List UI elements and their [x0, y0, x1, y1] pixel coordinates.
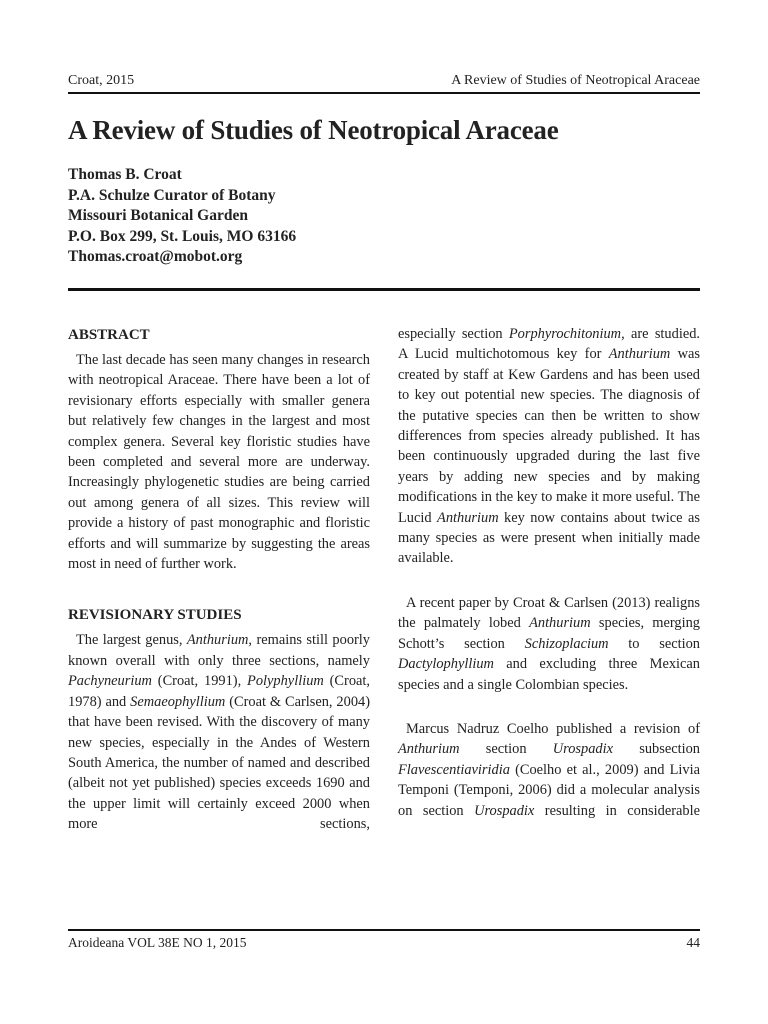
- coelho-paragraph: Marcus Nadruz Coelho published a revision of Anthurium section Urospadix subsection Flavescentiaviridia (Coelho et al., 2009) and Livia Temponi (Temponi, 2006) did a molecular analysis on section Urospadix resulting in considerable: [398, 720, 700, 819]
- left-column: [68, 324, 370, 835]
- running-header-author: Croat, 2015: [68, 73, 135, 88]
- abstract-text: The last decade has seen many changes in research with neotropical Araceae. There have been a lot of revisionary efforts especially with smaller genera but relatively few changes in the largest and most complex genera. Several key floristic studies have been completed and several more are underway. Increasingly phylogenetic studies are being carried out among genera of all sizes. This review will provide a history of past monographic and floristic efforts and will summarize by suggesting the areas most in need of further work.: [68, 352, 370, 573]
- title-block-rule: [68, 288, 700, 291]
- page-number: 44: [686, 935, 700, 950]
- croat-carlsen-paragraph: A recent paper by Croat & Carlsen (2013) realigns the palmately lobed Anthurium species, merging Schott’s section Schizoplacium to section Dactylophyllium and excluding three Mexican species and a single Colombian species.: [398, 594, 701, 693]
- footer-rule: [68, 929, 700, 931]
- revisionary-studies-heading: REVISIONARY STUDIES: [68, 607, 242, 624]
- right-column: [398, 324, 700, 821]
- article-title: A Review of Studies of Neotropical Araceae: [68, 115, 559, 145]
- abstract-heading: ABSTRACT: [68, 327, 150, 343]
- lucid-key-paragraph: especially section Porphyrochitonium, are studied. A Lucid multichotomous key for Anthurium was created by staff at Kew Gardens and has been used to key out potential new species. The diagnosis of the putative species can then be written to show differences from species already published. It has been continuously upgraded during the last five years by adding new species and by making modifications in the key to make it more useful. The Lucid Anthurium key now contains about twice as many species as were present when initially made available.: [398, 326, 701, 567]
- author-address: P.O. Box 299, St. Louis, MO 63166: [68, 227, 297, 245]
- revisionary-paragraph: The largest genus, Anthurium, remains still poorly known overall with only three sections, namely Pachyneurium (Croat, 1991), Polyphyllium (Croat, 1978) and Semaeophyllium (Croat & Carlsen, 2004) that have been revised. With the discovery of many new species, especially in the Andes of Western South America, the number of named and described (albeit not yet published) species exceeds 1690 and the upper limit will certainly exceed 2000 when more sections,: [68, 632, 371, 833]
- running-header-title: A Review of Studies of Neotropical Araceae: [451, 73, 700, 88]
- author-institution: Missouri Botanical Garden: [68, 207, 248, 224]
- author-block: [68, 165, 296, 268]
- author-name: Thomas B. Croat: [68, 166, 182, 183]
- header-rule: [68, 92, 700, 94]
- author-email[interactable]: Thomas.croat@mobot.org: [68, 248, 243, 265]
- author-position: P.A. Schulze Curator of Botany: [68, 186, 276, 204]
- journal-citation: Aroideana VOL 38E NO 1, 2015: [68, 935, 247, 950]
